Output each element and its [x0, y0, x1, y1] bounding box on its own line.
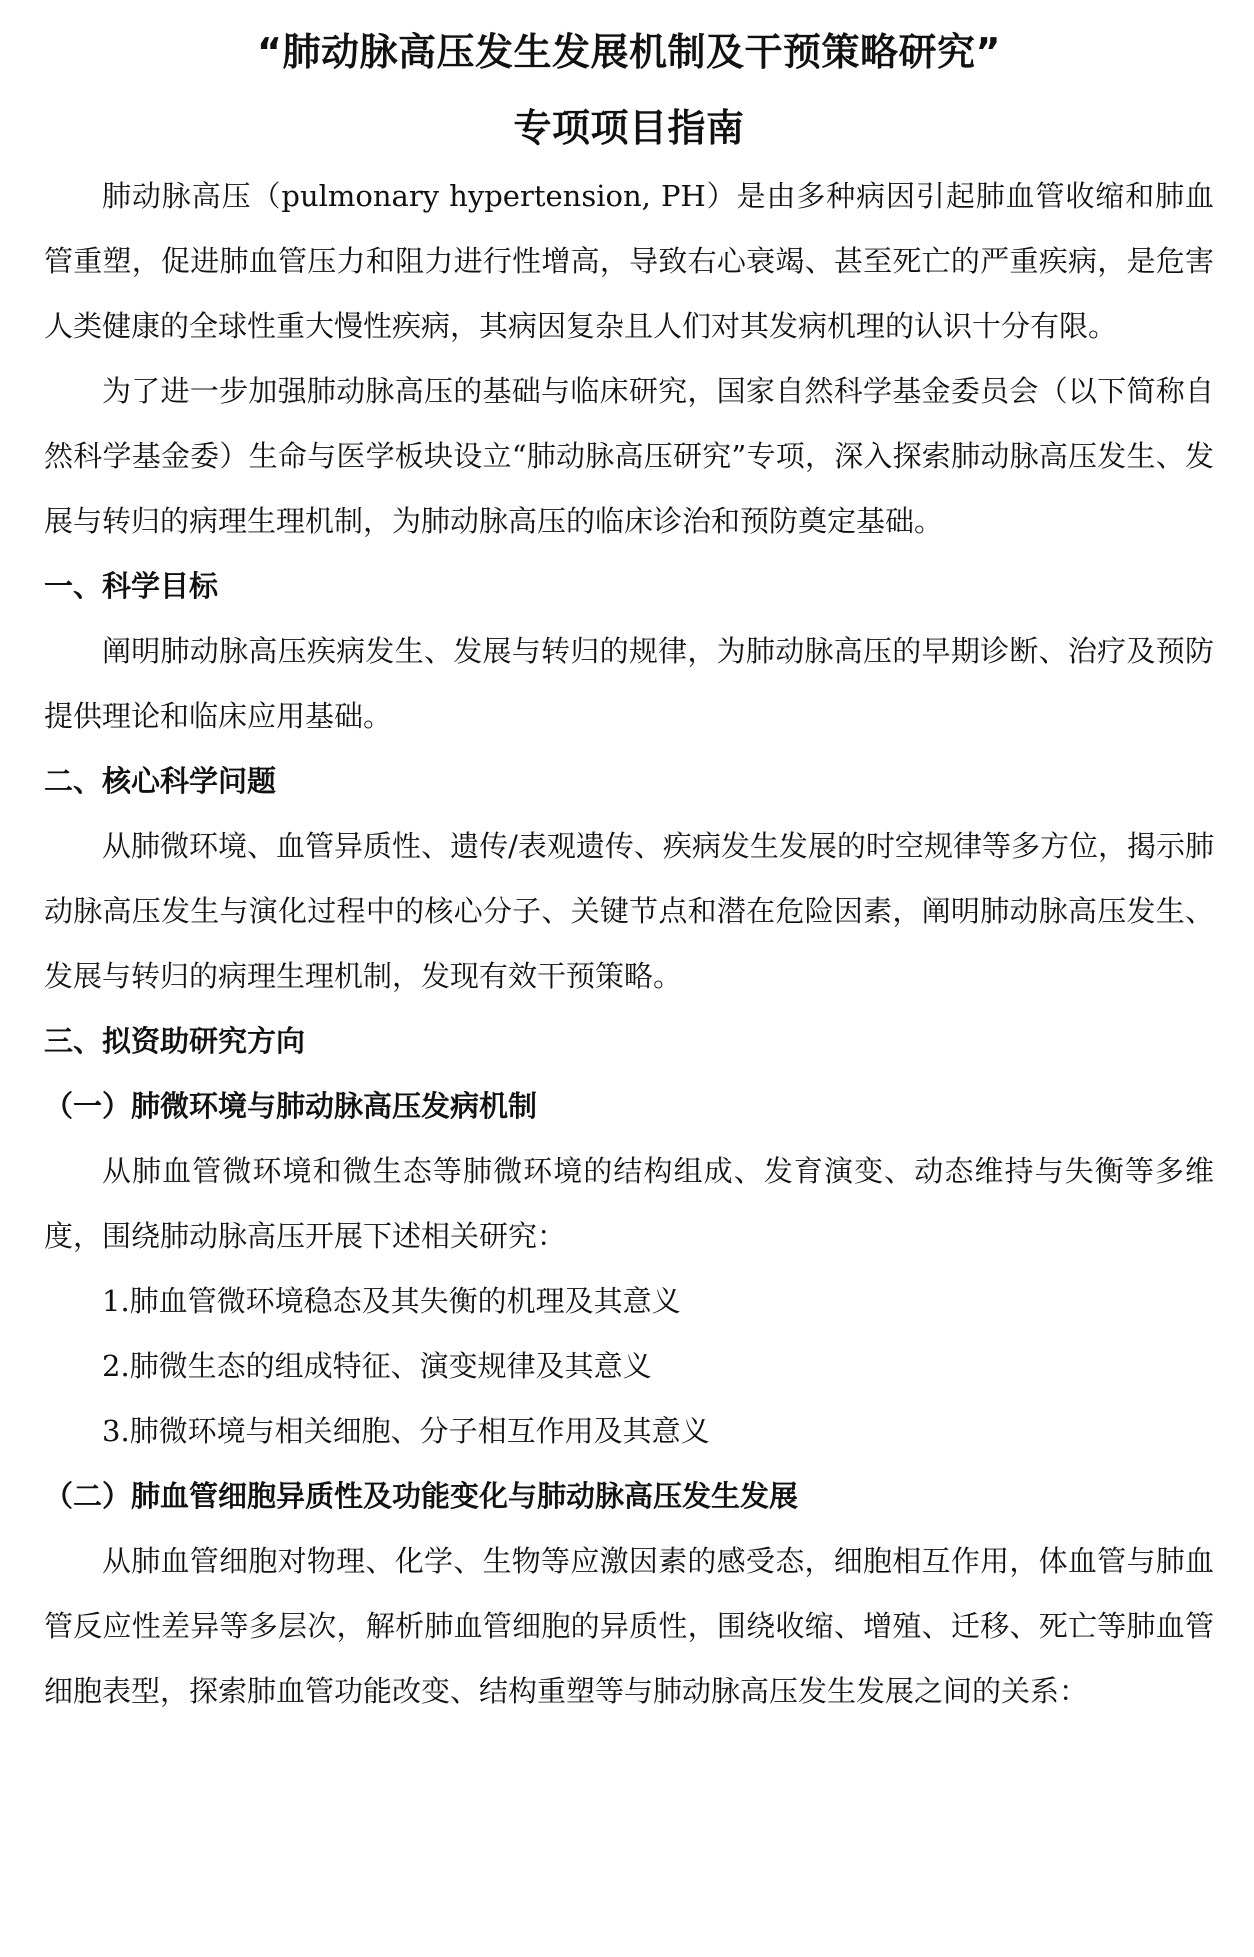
subsection-heading-lung-microenvironment: （一）肺微环境与肺动脉高压发病机制 — [44, 1089, 538, 1123]
section-core-questions-text: 从肺微环境、血管异质性、遗传/表观遗传、疾病发生发展的时空规律等多方位，揭示肺动脉高压发生与演化过程中的核心分子、关键节点和潜在危险因素，阐明肺动脉高压发生、发展与转归的病理生理机制，发现有效干预策略。 — [44, 829, 1214, 993]
section-heading-scientific-goal: 一、科学目标 — [44, 569, 219, 603]
document-title: “肺动脉高压发生发展机制及干预策略研究” — [257, 30, 1001, 74]
section-scientific-goal-text: 阐明肺动脉高压疾病发生、发展与转归的规律，为肺动脉高压的早期诊断、治疗及预防提供理论和临床应用基础。 — [44, 634, 1214, 733]
subsection-lung-microenvironment-text: 从肺血管微环境和微生态等肺微环境的结构组成、发育演变、动态维持与失衡等多维度，围绕肺动脉高压开展下述相关研究： — [44, 1154, 1214, 1253]
list-item: 3.肺微环境与相关细胞、分子相互作用及其意义 — [102, 1414, 710, 1448]
document-page — [44, 20, 1214, 1724]
section-heading-core-questions: 二、核心科学问题 — [44, 764, 277, 798]
list-item: 2.肺微生态的组成特征、演变规律及其意义 — [102, 1349, 652, 1383]
intro-paragraph-1: 肺动脉高压（pulmonary hypertension, PH）是由多种病因引起肺血管收缩和肺血管重塑，促进肺血管压力和阻力进行性增高，导致右心衰竭、甚至死亡的严重疾病，是危害人类健康的全球性重大慢性疾病，其病因复杂且人们对其发病机理的认识十分有限。 — [44, 179, 1214, 343]
subsection-heading-vascular-cell-heterogeneity: （二）肺血管细胞异质性及功能变化与肺动脉高压发生发展 — [44, 1479, 799, 1513]
section-heading-research-directions: 三、拟资助研究方向 — [44, 1024, 306, 1058]
subsection-vascular-cell-heterogeneity-text: 从肺血管细胞对物理、化学、生物等应激因素的感受态，细胞相互作用，体血管与肺血管反应性差异等多层次，解析肺血管细胞的异质性，围绕收缩、增殖、迁移、死亡等肺血管细胞表型，探索肺血管功能改变、结构重塑等与肺动脉高压发生发展之间的关系： — [44, 1544, 1214, 1708]
intro-paragraph-2: 为了进一步加强肺动脉高压的基础与临床研究，国家自然科学基金委员会（以下简称自然科学基金委）生命与医学板块设立“肺动脉高压研究”专项，深入探索肺动脉高压发生、发展与转归的病理生理机制，为肺动脉高压的临床诊治和预防奠定基础。 — [44, 374, 1214, 538]
list-item: 1.肺血管微环境稳态及其失衡的机理及其意义 — [102, 1284, 681, 1318]
document-subtitle: 专项项目指南 — [513, 106, 745, 150]
